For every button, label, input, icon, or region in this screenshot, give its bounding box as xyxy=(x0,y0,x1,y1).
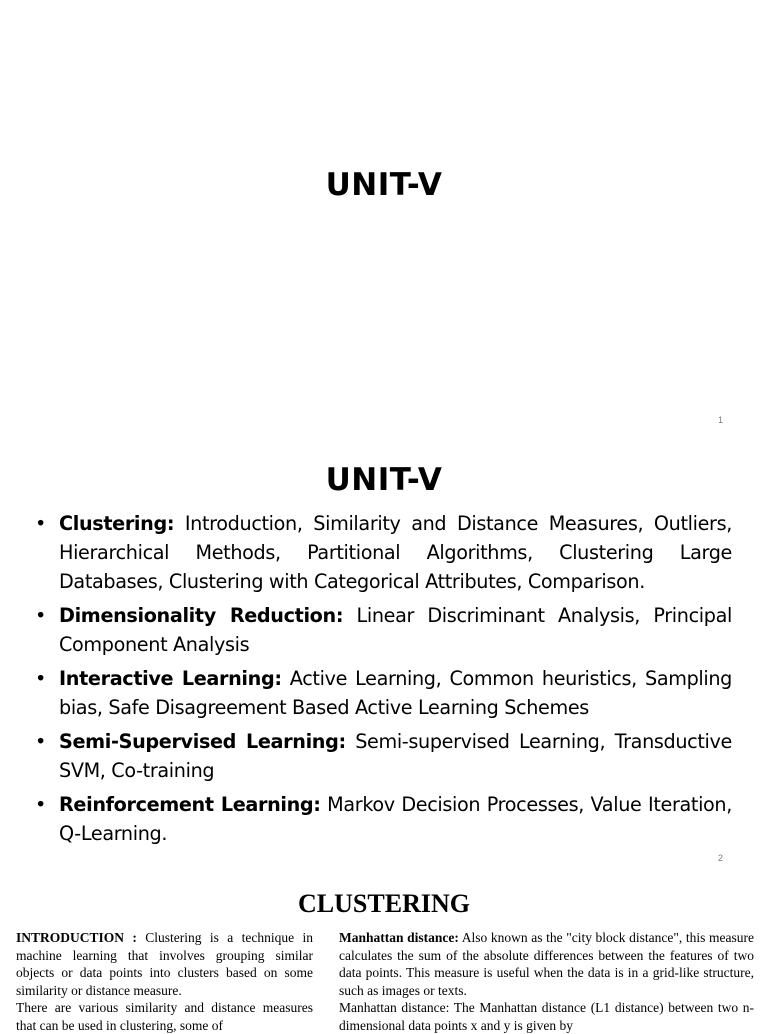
intro-heading: INTRODUCTION : xyxy=(16,930,137,945)
intro-paragraph xyxy=(16,929,313,999)
intro-text: Clustering is a technique in machine learning that involves grouping similar objects or data points into clusters based on some similarity or distance measure. xyxy=(16,930,313,998)
slide-title: UNIT-V xyxy=(325,462,443,498)
slide-1 xyxy=(0,0,768,439)
bullet-icon: • xyxy=(35,730,46,753)
topic-text: Active Learning, Common heuristics, Sampling bias, Safe Disagreement Based Active Learning Schemes xyxy=(59,667,732,719)
bullet-icon: • xyxy=(35,604,46,627)
topic-heading: Interactive Learning: xyxy=(59,667,282,690)
list-item xyxy=(35,727,732,785)
page-number: 1 xyxy=(717,415,723,425)
topic-text: Introduction, Similarity and Distance Measures, Outliers, Hierarchical Methods, Partitional Algorithms, Clustering Large Databases, Clustering with Categorical Attributes, Comparison. xyxy=(59,512,732,593)
topic-list xyxy=(35,509,732,853)
topic-text: Linear Discriminant Analysis, Principal Component Analysis xyxy=(59,604,732,656)
slide-3 xyxy=(0,875,768,1033)
right-column xyxy=(339,929,754,1034)
topic-text: Semi-supervised Learning, Transductive SVM, Co-training xyxy=(59,730,732,782)
topic-text: Markov Decision Processes, Value Iteration, Q-Learning. xyxy=(59,793,732,845)
manhattan-text: Also known as the "city block distance", this measure calculates the sum of the absolute differences between the features of two data points. This measure is useful when the data is in a grid-like structure, such as images or texts. xyxy=(339,930,754,998)
page-number: 2 xyxy=(717,853,723,863)
slide-title: CLUSTERING xyxy=(298,889,470,918)
slide-2 xyxy=(0,439,768,875)
manhattan-heading: Manhattan distance: xyxy=(339,930,459,945)
list-item xyxy=(35,601,732,659)
measures-paragraph: There are various similarity and distance measures that can be used in clustering, some of xyxy=(16,1000,313,1033)
list-item xyxy=(35,509,732,596)
bullet-icon: • xyxy=(35,512,46,535)
topic-heading: Reinforcement Learning: xyxy=(59,793,321,816)
manhattan-paragraph xyxy=(339,929,754,999)
topic-heading: Dimensionality Reduction: xyxy=(59,604,344,627)
topic-heading: Semi-Supervised Learning: xyxy=(59,730,346,753)
list-item xyxy=(35,790,732,848)
left-column xyxy=(16,929,313,1034)
list-item xyxy=(35,664,732,722)
slide-title: UNIT-V xyxy=(325,167,443,203)
bullet-icon: • xyxy=(35,667,46,690)
topic-heading: Clustering: xyxy=(59,512,175,535)
manhattan-definition: Manhattan distance: The Manhattan distance (L1 distance) between two n-dimensional data points x and y is given by xyxy=(339,1000,754,1033)
bullet-icon: • xyxy=(35,793,46,816)
